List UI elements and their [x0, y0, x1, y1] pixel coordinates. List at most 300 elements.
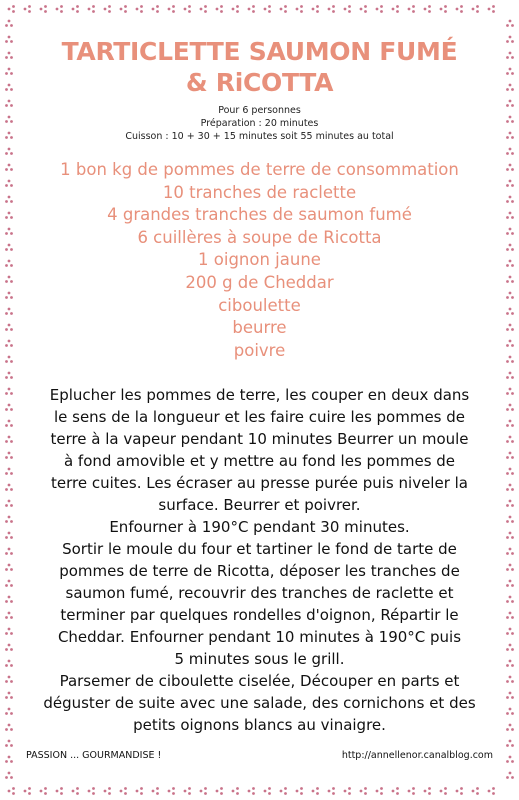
border-dot — [8, 468, 11, 471]
border-dot — [10, 184, 13, 187]
border-dot — [5, 344, 8, 347]
ingredient-item: 1 bon kg de pommes de terre de consommation — [60, 160, 459, 179]
border-dot — [104, 8, 107, 11]
border-dot — [156, 10, 159, 13]
border-dot — [456, 8, 459, 11]
border-dot — [506, 312, 509, 315]
border-dot — [92, 787, 95, 790]
border-dot — [120, 8, 123, 11]
border-dot — [506, 136, 509, 139]
border-dot — [44, 5, 47, 8]
border-dot — [10, 680, 13, 683]
border-dot — [10, 760, 13, 763]
ingredient-item: poivre — [233, 340, 286, 360]
border-dot — [8, 516, 11, 519]
border-dot — [8, 324, 11, 327]
border-dot — [344, 8, 347, 11]
border-dot — [509, 116, 512, 119]
border-dot — [284, 10, 287, 13]
border-dot — [506, 776, 509, 779]
border-dot — [511, 520, 514, 523]
method-line: à fond amovible et y mettre au fond les pommes de — [63, 452, 456, 471]
border-dot — [509, 20, 512, 23]
border-dot — [511, 376, 514, 379]
border-dot — [284, 787, 287, 790]
border-dot — [8, 500, 11, 503]
border-dot — [506, 712, 509, 715]
border-dot — [332, 10, 335, 13]
border-dot — [509, 292, 512, 295]
border-dot — [10, 72, 13, 75]
border-dot — [511, 72, 514, 75]
border-dot — [506, 680, 509, 683]
border-dot — [172, 5, 175, 8]
border-dot — [424, 790, 427, 793]
border-dot — [232, 790, 235, 793]
border-dot — [511, 552, 514, 555]
border-dot — [8, 36, 11, 39]
ingredients-list — [20, 159, 499, 362]
border-dot — [511, 648, 514, 651]
border-dot — [108, 5, 111, 8]
border-dot — [5, 216, 8, 219]
border-dot — [5, 104, 8, 107]
border-dot — [506, 456, 509, 459]
border-dot — [10, 248, 13, 251]
border-dot — [511, 200, 514, 203]
border-dot — [8, 260, 11, 263]
border-dot — [5, 72, 8, 75]
border-dot — [8, 20, 11, 23]
border-dot — [8, 676, 11, 679]
border-dot — [152, 790, 155, 793]
border-dot — [8, 132, 11, 135]
border-dot — [5, 696, 8, 699]
border-dot — [8, 308, 11, 311]
border-dot — [10, 472, 13, 475]
border-dot — [8, 116, 11, 119]
border-dot — [172, 10, 175, 13]
border-dot — [5, 248, 8, 251]
border-dot — [10, 152, 13, 155]
border-dot — [10, 456, 13, 459]
border-dot — [10, 280, 13, 283]
border-dot — [10, 696, 13, 699]
border-dot — [300, 5, 303, 8]
border-dot — [506, 648, 509, 651]
border-dot — [8, 660, 11, 663]
border-dot — [511, 344, 514, 347]
border-dot — [72, 790, 75, 793]
border-dot — [506, 408, 509, 411]
border-dot — [472, 790, 475, 793]
border-dot — [380, 792, 383, 795]
border-dot — [8, 404, 11, 407]
prep-time: Préparation : 20 minutes — [200, 118, 319, 129]
border-dot — [511, 280, 514, 283]
border-dot — [8, 692, 11, 695]
border-dot — [5, 760, 8, 763]
border-dot — [8, 148, 11, 151]
border-dot — [509, 308, 512, 311]
border-dot — [5, 232, 8, 235]
border-dot — [56, 8, 59, 11]
border-dot — [511, 136, 514, 139]
border-dot — [5, 536, 8, 539]
border-dot — [10, 56, 13, 59]
border-dot — [136, 8, 139, 11]
ingredient-item: beurre — [232, 318, 287, 338]
border-dot — [364, 787, 367, 790]
border-dot — [509, 756, 512, 759]
border-dot — [509, 708, 512, 711]
border-dot — [140, 792, 143, 795]
border-dot — [8, 276, 11, 279]
border-dot — [8, 740, 11, 743]
cook-time: Cuisson : 10 + 30 + 15 minutes soit 55 minutes au total — [125, 131, 394, 142]
border-dot — [28, 5, 31, 8]
border-dot — [509, 740, 512, 743]
border-dot — [506, 488, 509, 491]
title-line-2: & RiCOTTA — [185, 68, 334, 97]
border-dot — [10, 120, 13, 123]
border-dot — [136, 790, 139, 793]
border-dot — [40, 790, 43, 793]
border-dot — [8, 548, 11, 551]
border-dot — [506, 56, 509, 59]
recipe-content — [20, 36, 499, 736]
border-dot — [511, 248, 514, 251]
border-dot — [280, 790, 283, 793]
border-dot — [488, 8, 491, 11]
border-dot — [428, 5, 431, 8]
border-dot — [444, 787, 447, 790]
border-dot — [511, 120, 514, 123]
border-dot — [5, 616, 8, 619]
border-dot — [509, 596, 512, 599]
border-dot — [8, 180, 11, 183]
border-dot — [511, 760, 514, 763]
border-dot — [40, 8, 43, 11]
border-dot — [440, 8, 443, 11]
border-dot — [444, 792, 447, 795]
border-dot — [10, 776, 13, 779]
border-dot — [8, 790, 11, 793]
border-dot — [5, 24, 8, 27]
border-dot — [8, 292, 11, 295]
border-dot — [200, 790, 203, 793]
border-dot — [511, 504, 514, 507]
border-dot — [332, 5, 335, 8]
border-dot — [316, 10, 319, 13]
border-dot — [424, 8, 427, 11]
border-dot — [10, 312, 13, 315]
border-dot — [28, 10, 31, 13]
border-dot — [10, 168, 13, 171]
border-dot — [506, 376, 509, 379]
border-dot — [60, 5, 63, 8]
border-dot — [10, 712, 13, 715]
border-dot — [506, 24, 509, 27]
border-dot — [506, 72, 509, 75]
border-dot — [10, 648, 13, 651]
border-dot — [509, 100, 512, 103]
border-dot — [509, 196, 512, 199]
border-dot — [492, 5, 495, 8]
border-dot — [511, 424, 514, 427]
border-dot — [509, 420, 512, 423]
border-dot — [10, 744, 13, 747]
border-dot — [428, 10, 431, 13]
border-dot — [509, 228, 512, 231]
border-dot — [511, 56, 514, 59]
border-dot — [506, 392, 509, 395]
title-line-1: TARTICLETTE SAUMON FUMÉ — [61, 37, 458, 66]
border-dot — [10, 296, 13, 299]
border-dot — [8, 164, 11, 167]
border-dot — [10, 376, 13, 379]
border-dot — [492, 787, 495, 790]
border-dot — [348, 5, 351, 8]
method-line: terminer par quelques rondelles d'oignon, Répartir le — [60, 606, 459, 625]
border-dot — [511, 584, 514, 587]
method-line: Eplucher les pommes de terre, les couper en deux dans — [49, 386, 470, 405]
border-dot — [408, 790, 411, 793]
method-text — [20, 384, 499, 736]
border-dot — [348, 10, 351, 13]
border-dot — [92, 792, 95, 795]
border-dot — [252, 787, 255, 790]
method-line: terre cuites. Les écraser au presse purée puis niveler la — [51, 474, 468, 493]
border-dot — [506, 440, 509, 443]
border-dot — [509, 388, 512, 391]
border-dot — [220, 10, 223, 13]
border-dot — [506, 248, 509, 251]
border-dot — [44, 10, 47, 13]
border-dot — [509, 52, 512, 55]
border-dot — [10, 200, 13, 203]
border-dot — [264, 790, 267, 793]
border-dot — [509, 36, 512, 39]
border-dot — [396, 792, 399, 795]
ingredient-item: 200 g de Cheddar — [185, 272, 334, 292]
border-dot — [511, 264, 514, 267]
border-dot — [332, 792, 335, 795]
border-dot — [8, 84, 11, 87]
border-dot — [216, 790, 219, 793]
servings: Pour 6 personnes — [218, 105, 301, 116]
border-dot — [188, 10, 191, 13]
border-dot — [44, 787, 47, 790]
border-dot — [264, 8, 267, 11]
border-dot — [511, 488, 514, 491]
border-dot — [509, 404, 512, 407]
border-dot — [216, 8, 219, 11]
border-dot — [506, 152, 509, 155]
footer-slogan: PASSION ... GOURMANDISE ! — [26, 750, 162, 761]
border-dot — [509, 612, 512, 615]
border-dot — [460, 5, 463, 8]
border-dot — [296, 790, 299, 793]
border-dot — [5, 312, 8, 315]
border-dot — [44, 792, 47, 795]
border-dot — [5, 472, 8, 475]
border-dot — [509, 676, 512, 679]
border-dot — [10, 584, 13, 587]
border-dot — [300, 792, 303, 795]
border-dot — [10, 568, 13, 571]
method-line: terre à la vapeur pendant 10 minutes Beurrer un moule — [50, 430, 469, 449]
method-line: 5 minutes sous le grill. — [174, 650, 345, 669]
border-dot — [506, 424, 509, 427]
border-dot — [476, 5, 479, 8]
border-dot — [5, 584, 8, 587]
border-dot — [506, 616, 509, 619]
ingredient-item: 4 grandes tranches de saumon fumé — [107, 205, 412, 225]
border-dot — [348, 792, 351, 795]
border-dot — [76, 5, 79, 8]
border-dot — [511, 168, 514, 171]
border-dot — [10, 488, 13, 491]
border-dot — [509, 180, 512, 183]
border-dot — [509, 212, 512, 215]
border-dot — [506, 280, 509, 283]
border-dot — [396, 5, 399, 8]
border-dot — [360, 790, 363, 793]
border-dot — [509, 516, 512, 519]
border-dot — [506, 232, 509, 235]
border-dot — [184, 790, 187, 793]
border-dot — [440, 790, 443, 793]
border-dot — [10, 136, 13, 139]
border-dot — [188, 787, 191, 790]
border-dot — [236, 787, 239, 790]
border-dot — [412, 10, 415, 13]
border-dot — [509, 148, 512, 151]
border-dot — [476, 10, 479, 13]
border-dot — [511, 744, 514, 747]
border-dot — [312, 8, 315, 11]
border-dot — [509, 164, 512, 167]
border-dot — [10, 360, 13, 363]
border-dot — [360, 8, 363, 11]
method-line: surface. Beurrer et poivrer. — [158, 496, 361, 515]
method-line: Sortir le moule du four et tartiner le fond de tarte de — [62, 540, 457, 559]
border-dot — [506, 200, 509, 203]
border-dot — [5, 680, 8, 683]
border-dot — [509, 564, 512, 567]
border-dot — [140, 5, 143, 8]
border-dot — [10, 664, 13, 667]
border-dot — [5, 120, 8, 123]
border-dot — [444, 5, 447, 8]
border-dot — [492, 10, 495, 13]
border-dot — [506, 168, 509, 171]
border-dot — [5, 264, 8, 267]
border-dot — [10, 392, 13, 395]
border-dot — [124, 792, 127, 795]
border-dot — [10, 104, 13, 107]
border-dot — [10, 616, 13, 619]
border-dot — [152, 8, 155, 11]
border-dot — [10, 344, 13, 347]
border-dot — [511, 776, 514, 779]
border-dot — [312, 790, 315, 793]
border-dot — [252, 5, 255, 8]
border-dot — [10, 536, 13, 539]
border-dot — [108, 792, 111, 795]
border-dot — [156, 792, 159, 795]
border-dot — [506, 632, 509, 635]
border-dot — [511, 680, 514, 683]
border-dot — [76, 787, 79, 790]
border-dot — [10, 728, 13, 731]
border-dot — [492, 792, 495, 795]
border-dot — [140, 10, 143, 13]
border-dot — [284, 792, 287, 795]
border-dot — [509, 340, 512, 343]
border-dot — [316, 792, 319, 795]
border-dot — [188, 792, 191, 795]
border-dot — [396, 787, 399, 790]
border-dot — [10, 440, 13, 443]
border-dot — [124, 787, 127, 790]
border-dot — [8, 52, 11, 55]
border-dot — [511, 440, 514, 443]
border-dot — [232, 8, 235, 11]
border-dot — [252, 10, 255, 13]
border-dot — [511, 40, 514, 43]
border-dot — [268, 10, 271, 13]
border-dot — [220, 792, 223, 795]
border-dot — [140, 787, 143, 790]
border-dot — [509, 132, 512, 135]
border-dot — [5, 56, 8, 59]
border-dot — [428, 787, 431, 790]
border-dot — [300, 787, 303, 790]
border-dot — [5, 632, 8, 635]
border-dot — [8, 580, 11, 583]
border-dot — [506, 552, 509, 555]
border-dot — [506, 296, 509, 299]
border-dot — [168, 8, 171, 11]
border-dot — [56, 790, 59, 793]
border-dot — [8, 100, 11, 103]
method-line: pommes de terre de Ricotta, déposer les tranches de — [59, 562, 460, 581]
border-dot — [236, 792, 239, 795]
border-dot — [412, 5, 415, 8]
recipe-title — [20, 36, 499, 98]
border-dot — [10, 504, 13, 507]
border-dot — [456, 790, 459, 793]
border-dot — [511, 152, 514, 155]
border-dot — [10, 552, 13, 555]
border-dot — [511, 472, 514, 475]
border-dot — [412, 792, 415, 795]
border-dot — [511, 456, 514, 459]
border-dot — [252, 792, 255, 795]
border-dot — [10, 88, 13, 91]
border-dot — [10, 632, 13, 635]
border-dot — [200, 8, 203, 11]
border-dot — [76, 10, 79, 13]
method-line: petits oignons blancs au vinaigre. — [133, 716, 386, 735]
border-dot — [506, 600, 509, 603]
border-dot — [5, 568, 8, 571]
border-dot — [506, 120, 509, 123]
border-dot — [509, 692, 512, 695]
border-dot — [10, 24, 13, 27]
